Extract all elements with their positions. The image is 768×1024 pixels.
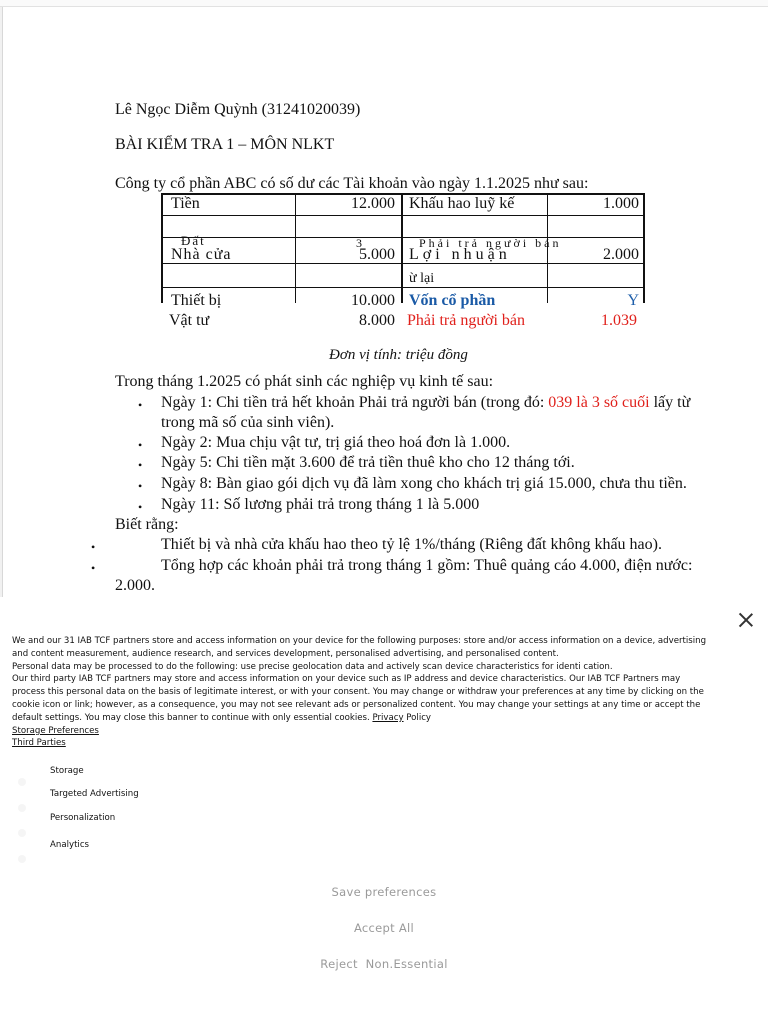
note-item-continued: 2.000. [115, 577, 155, 594]
known-heading: Biết rằng: [115, 516, 179, 533]
table-cell-overlap-text: 3 [356, 236, 362, 250]
list-item: Ngày 5: Chi tiền mặt 3.600 để trả tiền thuê kho cho 12 tháng tới. [161, 454, 575, 471]
targeted-advertising-toggle[interactable] [18, 804, 26, 812]
table-cell-liability-value: 1.039 [601, 312, 637, 329]
list-item: Ngày 1: Chi tiền trả hết khoản Phải trả người bán (trong đó: 039 là 3 số cuối lấy từ [161, 394, 691, 411]
balance-table [161, 193, 645, 309]
storage-toggle[interactable] [18, 778, 26, 786]
table-cell-overlap-text: Phải trả người bán [419, 236, 562, 250]
list-item: Ngày 8: Bàn giao gói dịch vụ đã làm xong cho khách trị giá 15.000, chưa thu tiền. [161, 475, 687, 492]
note-item: Tổng hợp các khoản phải trả trong tháng 1 gồm: Thuê quảng cáo 4.000, điện nước: [161, 557, 693, 574]
document-title: BÀI KIỂM TRA 1 – MÔN NLKT [115, 136, 335, 153]
table-cell-asset-name: Thiết bị [171, 292, 222, 309]
close-icon[interactable] [735, 609, 757, 631]
bullet-icon: • [138, 500, 143, 514]
pref-personalization[interactable]: Personalization [50, 813, 116, 823]
table-cell-equity-value: Y [627, 292, 639, 309]
table-cell-asset-value: 12.000 [351, 195, 395, 212]
pref-storage[interactable]: Storage [50, 766, 84, 776]
list-item-continued: trong mã số của sinh viên). [161, 414, 335, 431]
table-cell-asset-name: Nhà cửa [171, 246, 232, 263]
document-content [3, 7, 768, 607]
table-cell-liability-name: Lợi nhuận [409, 246, 511, 263]
bullet-icon: • [138, 479, 143, 493]
consent-paragraph: Our third party IAB TCF partners may store and access information on your device such as IP address and device characteristics. Our IAB TCF Partners may process this personal data on the basis of legitimate interest, or with your consent. You may change or withdraw your preferences at any time by clicking on the cookie icon or link; however, as a consequence, you may not see relevant ads or personalized content. You may change your settings at any time or accept the default settings. You may close this banner to continue with only essential cookies. Privacy Policy [12, 674, 704, 723]
table-cell-asset-name: Tiền [171, 195, 200, 212]
pref-analytics[interactable]: Analytics [50, 840, 90, 850]
privacy-link[interactable]: Privacy [372, 712, 404, 723]
table-cell-liability-value: 1.000 [603, 195, 639, 212]
bullet-icon: • [138, 398, 143, 412]
month-intro: Trong tháng 1.2025 có phát sinh các nghiệp vụ kinh tế sau: [115, 373, 494, 390]
table-cell-overlap-text: Đất [181, 233, 206, 248]
bullet-icon: • [91, 561, 96, 575]
reject-non-essential-button[interactable]: Reject Non.Essential [320, 957, 448, 971]
consent-paragraph: We and our 31 IAB TCF partners store and access information on your device for the following purposes: store and/or access information on a device, advertising and content measurement, audience research, and services development, personalised advertising, and personalised content. [12, 636, 707, 659]
personalization-toggle[interactable] [18, 829, 26, 837]
pref-targeted-advertising[interactable]: Targeted Advertising [50, 789, 139, 799]
viewer-top-bar [0, 0, 768, 7]
table-cell-liability-value: 2.000 [603, 246, 639, 263]
list-item: Ngày 2: Mua chịu vật tư, trị giá theo hoá đơn là 1.000. [161, 434, 511, 451]
note-item: Thiết bị và nhà cửa khấu hao theo tỷ lệ 1%/tháng (Riêng đất không khấu hao). [161, 536, 662, 553]
consent-description [12, 635, 712, 750]
bullet-icon: • [138, 458, 143, 472]
table-cell-liability-name: Khấu hao luỹ kế [409, 195, 515, 212]
cookie-consent-banner [0, 597, 768, 1024]
table-cell-asset-value: 5.000 [359, 246, 395, 263]
table-cell-asset-value: 8.000 [359, 312, 395, 329]
save-preferences-button[interactable]: Save preferences [331, 885, 437, 899]
table-cell-overlap-text: ừ lại [409, 271, 435, 286]
author-line: Lê Ngọc Diễm Quỳnh (31241020039) [115, 101, 361, 118]
intro-text: Công ty cổ phần ABC có số dư các Tài khoản vào ngày 1.1.2025 như sau: [115, 175, 589, 192]
table-cell-asset-value: 10.000 [351, 292, 395, 309]
bullet-icon: • [138, 438, 143, 452]
storage-preferences-link[interactable]: Storage Preferences [12, 725, 99, 736]
accept-all-button[interactable]: Accept All [353, 921, 415, 935]
list-item: Ngày 11: Số lương phải trả trong tháng 1 là 5.000 [161, 496, 480, 513]
table-cell-equity-name: Vốn cổ phần [409, 292, 496, 309]
bullet-icon: • [91, 540, 96, 554]
third-parties-link[interactable]: Third Parties [12, 738, 66, 749]
consent-paragraph: Personal data may be processed to do the following: use precise geolocation data and actively scan device characteristics for identi cation. [12, 661, 613, 672]
table-cell-liability-name: Phải trả người bán [407, 312, 525, 329]
unit-caption: Đơn vị tính: triệu đồng [329, 347, 468, 363]
table-cell-asset-name: Vật tư [169, 312, 210, 329]
analytics-toggle[interactable] [18, 855, 26, 863]
